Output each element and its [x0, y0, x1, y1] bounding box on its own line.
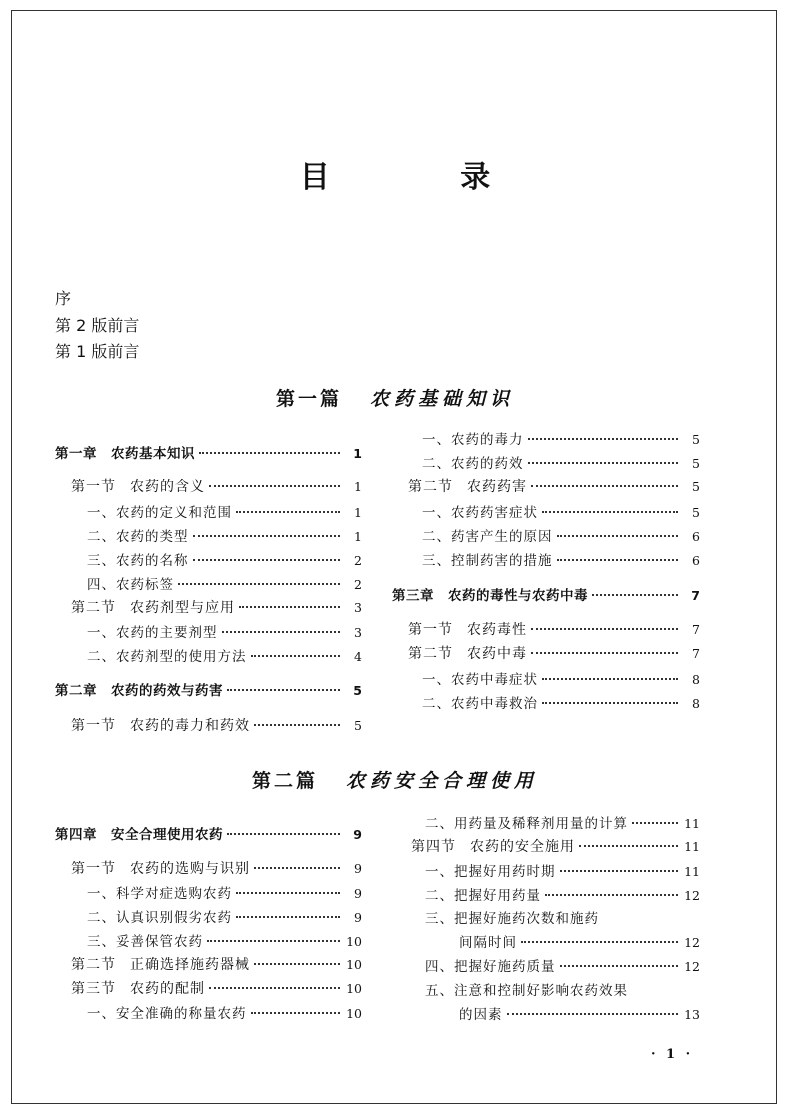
- toc-page-number: 1: [354, 529, 362, 544]
- toc-page-number: 5: [354, 718, 362, 733]
- toc-page-number: 5: [692, 505, 700, 520]
- toc-entry-text: 安全合理使用农药: [111, 827, 223, 843]
- toc-entry-title: [87, 930, 203, 950]
- toc-entry-text: 二、药害产生的原因: [422, 529, 553, 545]
- toc-item-row[interactable]: [87, 621, 362, 641]
- toc-page-number: 10: [346, 934, 362, 949]
- toc-page-number: 11: [684, 864, 700, 879]
- toc-item-row[interactable]: [87, 645, 362, 665]
- toc-entry-text: 农药的毒力和药效: [130, 718, 250, 734]
- leader-dots: [227, 833, 340, 835]
- toc-entry-title: [422, 525, 553, 545]
- toc-entry-title: [425, 884, 541, 904]
- toc-entry-number: 第一节: [71, 479, 116, 495]
- toc-entry-text: 二、用药量及稀释剂用量的计算: [425, 816, 628, 832]
- toc-entry-text: 农药剂型与应用: [130, 600, 235, 616]
- toc-entry-title: [71, 978, 205, 998]
- toc-item-row[interactable]: [87, 882, 362, 902]
- toc-entry-title: [71, 954, 250, 974]
- toc-entry-text: 农药的配制: [130, 981, 205, 997]
- toc-page-number: 11: [684, 839, 700, 854]
- toc-entry-title: [422, 668, 538, 688]
- leader-dots: [545, 894, 678, 896]
- leader-dots: [178, 583, 340, 585]
- toc-entry-title: [425, 860, 556, 880]
- toc-entry-title: [71, 715, 250, 735]
- leader-dots: [531, 652, 678, 654]
- toc-page-number: 6: [692, 529, 700, 544]
- toc-item-row[interactable]: [422, 668, 700, 688]
- toc-entry-text: 农药的含义: [130, 479, 205, 495]
- leader-dots: [560, 870, 679, 872]
- toc-item-row[interactable]: [87, 525, 362, 545]
- toc-item-row[interactable]: [425, 979, 700, 999]
- leader-dots: [528, 438, 679, 440]
- toc-entry-text: 五、注意和控制好影响农药效果: [425, 983, 628, 999]
- toc-page-number: 5: [692, 479, 700, 494]
- toc-item-row[interactable]: [87, 930, 362, 950]
- toc-section-row[interactable]: [71, 476, 362, 496]
- toc-entry-title: [425, 907, 599, 927]
- toc-entry-text: 的因素: [459, 1007, 503, 1023]
- toc-entry-number: 第二节: [408, 479, 453, 495]
- toc-entry-title: [87, 573, 174, 593]
- toc-entry-number: 第四节: [411, 839, 456, 855]
- toc-entry-text: 一、农药的毒力: [422, 432, 524, 448]
- toc-entry-text: 农药药害: [467, 479, 527, 495]
- toc-page-number: 10: [346, 981, 362, 996]
- leader-dots: [239, 606, 340, 608]
- leader-dots: [542, 702, 678, 704]
- toc-chapter-row[interactable]: [55, 442, 362, 462]
- toc-page-number: 7: [692, 646, 700, 661]
- part-name: 农药安全合理使用: [346, 770, 539, 792]
- toc-entry-number: 第三节: [71, 981, 116, 997]
- toc-entry-title: [87, 645, 247, 665]
- leader-dots: [557, 535, 679, 537]
- toc-entry-title: [422, 452, 524, 472]
- leader-dots: [542, 511, 678, 513]
- toc-entry-number: 第二章: [55, 683, 97, 699]
- toc-entry-title: [392, 584, 588, 604]
- toc-entry-text: 农药的选购与识别: [130, 861, 250, 877]
- toc-page-number: 12: [684, 888, 700, 903]
- leader-dots: [199, 452, 340, 454]
- toc-entry-text: 四、把握好施药质量: [425, 959, 556, 975]
- toc-entry-text: 三、农药的名称: [87, 553, 189, 569]
- leader-dots: [193, 559, 341, 561]
- toc-entry-number: 第四章: [55, 827, 97, 843]
- leader-dots: [254, 963, 340, 965]
- toc-page-number: 2: [354, 577, 362, 592]
- toc-entry-text: 农药的药效与药害: [111, 683, 223, 699]
- part-heading-1: [0, 384, 790, 411]
- leader-dots: [531, 628, 678, 630]
- toc-page-number: 12: [684, 935, 700, 950]
- toc-entry-number: 第二节: [408, 646, 453, 662]
- toc-page-number: 3: [354, 600, 362, 615]
- toc-entry-text: 二、农药中毒救治: [422, 696, 538, 712]
- toc-item-row[interactable]: [425, 812, 700, 832]
- toc-entry-number: 第一节: [71, 718, 116, 734]
- leader-dots: [531, 485, 678, 487]
- toc-entry-text: 二、农药的类型: [87, 529, 189, 545]
- toc-entry-title: [55, 823, 223, 843]
- toc-page-number: 2: [354, 553, 362, 568]
- toc-entry-title: [87, 1002, 247, 1022]
- leader-dots: [251, 655, 341, 657]
- toc-entry-text: 农药基本知识: [111, 446, 195, 462]
- toc-entry-number: 第二节: [71, 600, 116, 616]
- toc-entry-title: [425, 979, 628, 999]
- toc-entry-text: 一、农药中毒症状: [422, 672, 538, 688]
- toc-entry-text: 二、农药剂型的使用方法: [87, 649, 247, 665]
- toc-page-number: 1: [354, 479, 362, 494]
- toc-page-number: 7: [691, 588, 700, 603]
- toc-item-row[interactable]: [87, 501, 362, 521]
- toc-page-number: 1: [354, 505, 362, 520]
- page-number: · 1 ·: [651, 1047, 694, 1062]
- toc-item-row[interactable]: [422, 549, 700, 569]
- toc-entry-number: 第二节: [71, 957, 116, 973]
- toc-item-row[interactable]: [425, 907, 700, 927]
- toc-item-row[interactable]: [425, 955, 700, 975]
- toc-entry-text: 三、把握好施药次数和施药: [425, 911, 599, 927]
- toc-entry-text: 三、控制药害的措施: [422, 553, 553, 569]
- leader-dots: [528, 462, 679, 464]
- toc-entry-title: [422, 692, 538, 712]
- toc-entry-text: 二、农药的药效: [422, 456, 524, 472]
- toc-entry-title: [71, 858, 250, 878]
- toc-entry-text: 一、科学对症选购农药: [87, 886, 232, 902]
- toc-item-row[interactable]: [422, 692, 700, 712]
- toc-page-number: 1: [353, 446, 362, 461]
- toc-page-number: 11: [684, 816, 700, 831]
- toc-entry-text: 一、农药的主要剂型: [87, 625, 218, 641]
- leader-dots: [251, 1012, 341, 1014]
- toc-entry-text: 农药毒性: [467, 622, 527, 638]
- toc-page-number: 7: [692, 622, 700, 637]
- toc-entry-text: 正确选择施药器械: [130, 957, 250, 973]
- leader-dots: [209, 485, 340, 487]
- toc-entry-text: 一、安全准确的称量农药: [87, 1006, 247, 1022]
- toc-chapter-row[interactable]: [55, 823, 362, 843]
- toc-item-row[interactable]: [422, 428, 700, 448]
- toc-entry-text: 三、妥善保管农药: [87, 934, 203, 950]
- leader-dots: [236, 916, 340, 918]
- leader-dots: [236, 511, 340, 513]
- toc-entry-title: [408, 476, 527, 496]
- toc-item-row[interactable]: [87, 573, 362, 593]
- leader-dots: [222, 631, 341, 633]
- leader-dots: [193, 535, 341, 537]
- front-matter-2nd-ed-foreword[interactable]: 第 2 版前言: [55, 316, 140, 335]
- toc-entry-text: 农药的毒性与农药中毒: [448, 588, 588, 604]
- part-heading-2: [0, 766, 790, 793]
- leader-dots: [227, 689, 340, 691]
- toc-entry-title: [87, 525, 189, 545]
- leader-dots: [254, 724, 340, 726]
- leader-dots: [236, 892, 340, 894]
- toc-item-row[interactable]: [422, 501, 700, 521]
- front-matter-preface[interactable]: 序: [55, 289, 72, 308]
- toc-item-row[interactable]: [422, 452, 700, 472]
- leader-dots: [557, 559, 679, 561]
- toc-section-row[interactable]: [408, 476, 700, 496]
- toc-section-row[interactable]: [408, 643, 700, 663]
- toc-page-number: 13: [684, 1007, 700, 1022]
- toc-item-row[interactable]: [425, 884, 700, 904]
- toc-entry-title: [425, 955, 556, 975]
- toc-entry-title: [459, 1003, 503, 1023]
- leader-dots: [592, 594, 678, 596]
- leader-dots: [632, 822, 678, 824]
- leader-dots: [207, 940, 340, 942]
- toc-page-number: 10: [346, 1006, 362, 1021]
- toc-item-row[interactable]: [87, 549, 362, 569]
- toc-entry-number: 第一节: [71, 861, 116, 877]
- toc-entry-text: 间隔时间: [459, 935, 517, 951]
- toc-entry-title: [422, 428, 524, 448]
- toc-page-number: 9: [354, 910, 362, 925]
- toc-entry-title: [87, 621, 218, 641]
- toc-entry-title: [87, 549, 189, 569]
- toc-entry-text: 二、认真识别假劣农药: [87, 910, 232, 926]
- toc-entry-text: 一、把握好用药时期: [425, 864, 556, 880]
- toc-entry-title: [87, 882, 232, 902]
- toc-entry-title: [422, 501, 538, 521]
- toc-section-row[interactable]: [411, 836, 700, 856]
- toc-item-row[interactable]: [422, 525, 700, 545]
- toc-section-row[interactable]: [71, 715, 362, 735]
- toc-entry-title: [422, 549, 553, 569]
- leader-dots: [521, 941, 678, 943]
- toc-page-number: 9: [354, 886, 362, 901]
- toc-section-row[interactable]: [71, 978, 362, 998]
- toc-item-row[interactable]: [459, 1003, 700, 1023]
- toc-entry-text: 农药的安全施用: [470, 839, 575, 855]
- toc-page-number: 9: [354, 861, 362, 876]
- toc-section-row[interactable]: [408, 619, 700, 639]
- toc-section-row[interactable]: [71, 597, 362, 617]
- toc-item-row[interactable]: [425, 860, 700, 880]
- toc-entry-title: [87, 906, 232, 926]
- toc-page-number: 5: [692, 432, 700, 447]
- leader-dots: [579, 845, 678, 847]
- toc-section-row[interactable]: [71, 858, 362, 878]
- toc-page-number: 12: [684, 959, 700, 974]
- toc-item-row[interactable]: [87, 906, 362, 926]
- leader-dots: [209, 987, 340, 989]
- toc-chapter-row[interactable]: [55, 679, 362, 699]
- toc-item-row[interactable]: [87, 1002, 362, 1022]
- toc-entry-text: 四、农药标签: [87, 577, 174, 593]
- page-title: 目 录: [299, 160, 551, 195]
- toc-entry-number: 第一章: [55, 446, 97, 462]
- toc-entry-title: [408, 643, 527, 663]
- toc-page-number: 4: [354, 649, 362, 664]
- toc-entry-number: 第三章: [392, 588, 434, 604]
- toc-page-number: 5: [692, 456, 700, 471]
- leader-dots: [542, 678, 678, 680]
- leader-dots: [254, 867, 340, 869]
- toc-entry-title: [411, 836, 575, 856]
- toc-page-number: 9: [353, 827, 362, 842]
- toc-entry-title: [55, 442, 195, 462]
- toc-entry-title: [87, 501, 232, 521]
- front-matter-1st-ed-foreword[interactable]: 第 1 版前言: [55, 342, 140, 361]
- toc-entry-text: 一、农药药害症状: [422, 505, 538, 521]
- leader-dots: [560, 965, 679, 967]
- toc-entry-title: [55, 679, 223, 699]
- leader-dots: [507, 1013, 679, 1015]
- toc-entry-title: [71, 476, 205, 496]
- part-label: 第一篇: [275, 388, 342, 410]
- toc-entry-text: 一、农药的定义和范围: [87, 505, 232, 521]
- part-name: 农药基础知识: [370, 388, 515, 410]
- toc-page-number: 8: [692, 696, 700, 711]
- toc-entry-number: 第一节: [408, 622, 453, 638]
- toc-chapter-row[interactable]: [392, 584, 700, 604]
- toc-entry-title: [408, 619, 527, 639]
- toc-page-number: 6: [692, 553, 700, 568]
- toc-item-row[interactable]: [459, 931, 700, 951]
- toc-entry-text: 二、把握好用药量: [425, 888, 541, 904]
- toc-entry-title: [459, 931, 517, 951]
- toc-page-number: 3: [354, 625, 362, 640]
- toc-page-number: 5: [353, 683, 362, 698]
- toc-entry-title: [425, 812, 628, 832]
- toc-page-number: 8: [692, 672, 700, 687]
- toc-entry-text: 农药中毒: [467, 646, 527, 662]
- toc-entry-title: [71, 597, 235, 617]
- part-label: 第二篇: [251, 770, 318, 792]
- toc-section-row[interactable]: [71, 954, 362, 974]
- toc-page-number: 10: [346, 957, 362, 972]
